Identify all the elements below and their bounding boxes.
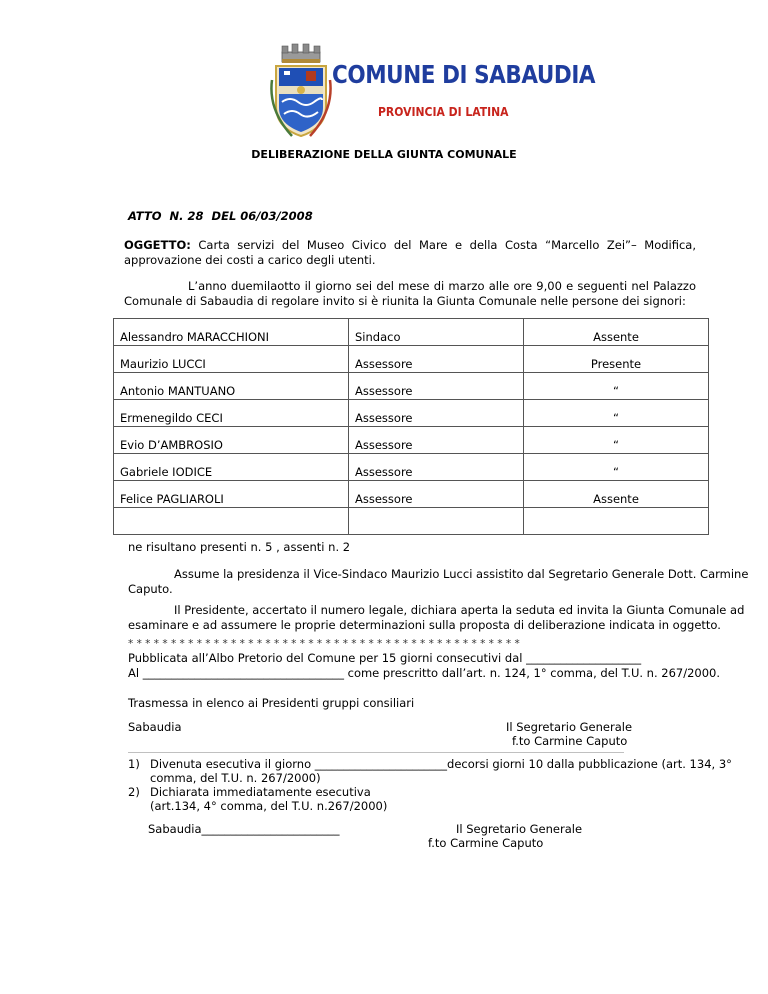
member-status [524,508,709,535]
member-name: Antonio MANTUANO [114,373,349,400]
member-name: Ermenegildo CECI [114,400,349,427]
member-name: Gabriele IODICE [114,454,349,481]
presidenza-line-2: Caputo. [128,582,173,596]
member-status: Assente [524,481,709,508]
table-row [114,346,709,373]
member-status: “ [524,454,709,481]
member-role [349,508,524,535]
member-role: Assessore [349,373,524,400]
table-row [114,454,709,481]
place-sabaudia-1: Sabaudia [128,720,182,734]
member-name: Evio D’AMBROSIO [114,427,349,454]
segretario-name-2: f.to Carmine Caputo [428,836,544,850]
member-name [114,508,349,535]
pubblicata-line-1: Pubblicata all’Albo Pretorio del Comune per 15 giorni consecutivi dal ____________________ [128,651,642,665]
segretario-name-1: f.to Carmine Caputo [512,734,628,748]
segretario-title-1: Il Segretario Generale [506,720,633,734]
esecutiva-line-1: Divenuta esecutiva il giorno _______________________decorsi giorni 10 dalla pubblicazione (art. 134, 3° [150,757,732,771]
brand-title: COMUNE DI SABAUDIA [332,60,596,89]
presidente-line-1: Il Presidente, accertato il numero legale, dichiara aperta la seduta ed invita la Giunta Comunale ad [174,603,745,617]
esecutiva-line-2: comma, del T.U. n. 267/2000) [150,771,321,785]
member-role: Sindaco [349,319,524,346]
table-row [114,373,709,400]
segretario-title-2: Il Segretario Generale [456,822,583,836]
list-number-1: 1) [128,757,140,771]
document-heading: DELIBERAZIONE DELLA GIUNTA COMUNALE [251,148,517,161]
immediata-line-2: (art.134, 4° comma, del T.U. n.267/2000) [150,799,388,813]
pubblicata-line-2: Al ___________________________________ come prescritto dall’art. n. 124, 1° comma, del T.U. n. 267/2000. [128,666,721,680]
separator-asterisks: * * * * * * * * * * * * * * * * * * * * * * * * * * * * * * * * * * * * * * * * * * * * * * [128,638,520,650]
presidente-line-2: esaminare e ad assumere le proprie determinazioni sulla proposta di deliberazione indicata in oggetto. [128,618,721,632]
table-row [114,319,709,346]
table-row [114,508,709,535]
brand-subtitle: PROVINCIA DI LATINA [378,105,509,119]
table-row [114,481,709,508]
member-role: Assessore [349,427,524,454]
oggetto-label: OGGETTO: [124,238,191,252]
member-role: Assessore [349,400,524,427]
member-role: Assessore [349,454,524,481]
member-name: Felice PAGLIAROLI [114,481,349,508]
divider [128,752,624,753]
oggetto-text: Carta servizi del Museo Civico del Mare e della Costa “Marcello Zei”– Modifica, approvazione dei costi a carico degli utenti. [124,238,696,267]
member-status: Assente [524,319,709,346]
member-status: Presente [524,346,709,373]
oggetto-paragraph [124,238,696,268]
member-name: Alessandro MARACCHIONI [114,319,349,346]
member-role: Assessore [349,481,524,508]
member-name: Maurizio LUCCI [114,346,349,373]
immediata-line-1: Dichiarata immediatamente esecutiva [150,785,371,799]
presidenza-line-1: Assume la presidenza il Vice-Sindaco Maurizio Lucci assistito dal Segretario Generale Dott. Carmine [174,567,749,581]
crown-icon [282,44,320,63]
trasmessa-line: Trasmessa in elenco ai Presidenti gruppi consiliari [128,696,415,710]
member-status: “ [524,373,709,400]
member-status: “ [524,400,709,427]
intro-paragraph [124,279,696,309]
table-row [114,400,709,427]
list-number-2: 2) [128,785,140,799]
atto-number: ATTO N. 28 DEL 06/03/2008 [128,209,313,223]
place-sabaudia-2: Sabaudia________________________ [148,822,340,836]
member-status: “ [524,427,709,454]
member-role: Assessore [349,346,524,373]
attendance-summary: ne risultano presenti n. 5 , assenti n. 2 [128,540,351,554]
sabaudia-coat-of-arms-logo [270,40,560,140]
table-row [114,427,709,454]
attendance-table-body [114,319,709,535]
attendance-table [113,318,709,535]
intro-text: L’anno duemilaotto il giorno sei del mese di marzo alle ore 9,00 e seguenti nel Palazzo Comunale di Sabaudia di regolare invito si è riunita la Giunta Comunale nelle persone dei signori: [124,279,696,308]
